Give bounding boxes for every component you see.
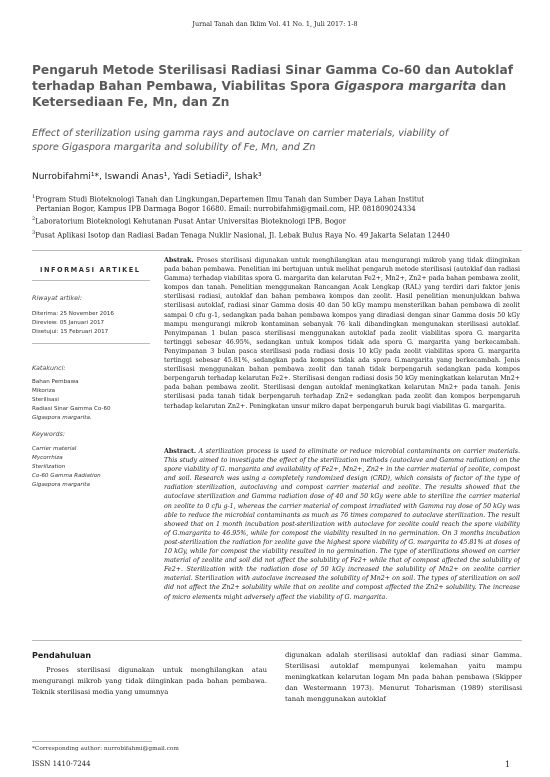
keyword-item: Sterilization — [32, 464, 66, 470]
author-list: Nurrobifahmi¹*, Iswandi Anas¹, Yadi Setiadi², Ishak³ — [32, 172, 262, 182]
keywords-list — [32, 445, 101, 490]
affil-text: Pertanian Bogor, Kampus IPB Darmaga Bogor 16680. Email: nurrobifahmi@gmail.com, HP. 081809024334 — [36, 204, 416, 213]
keyword-item: Co-60 Gamma Radiation — [32, 473, 101, 479]
affiliation-1 — [32, 193, 522, 214]
affil-text: Pusat Aplikasi Isotop dan Radiasi Badan Tenaga Nuklir Nasional, Jl. Lebak Bulus Raya No. 49 Jakarta Selatan 12440 — [35, 231, 450, 240]
affil-text: Laboratorium Bioteknologi Kehutanan Pusat Antar Universitas Bioteknologi IPB, Bogor — [35, 217, 346, 226]
subtitle-line-1: Effect of sterilization using gamma rays and autoclave on carrier materials, viability of — [32, 128, 449, 139]
keyword-item: Bahan Pembawa — [32, 379, 79, 385]
corresponding-author-note: *Corresponding author: nurrobifahmi@gmail.com — [32, 746, 179, 752]
katakunci-label: Katakunci: — [32, 364, 66, 372]
keywords-label: Keywords: — [32, 430, 65, 438]
keyword-item: Gigaspora margarita. — [32, 415, 92, 421]
abstract-label: Abstract. — [164, 448, 197, 455]
keyword-item: Mycorrhiza — [32, 455, 63, 461]
article-info-heading: INFORMASI ARTIKEL — [40, 266, 141, 274]
keyword-item: Mikoriza — [32, 388, 56, 394]
title-line-3: Ketersediaan Fe, Mn, dan Zn — [32, 95, 230, 109]
abstrak-block — [164, 256, 520, 443]
abstract-text: A sterilization process is used to eliminate or reduce microbial contaminants on carrier materials. This study aimed to investigate the effect of the sterilization methods (autoclave and Gamma radiation) on the spore viability of G. margarita and availability of Fe2+, Mn2+, Zn2+ in the carrier material of zeolite, compost and soil. Research was using a completely randomized design (CRD), which consists of factor of the type of radiation sterilization, autoclaving and compost carrier material and zeolite. The results showed that the autoclave sterilization and Gamma radiation dose of 40 and 50 kGy were able to sterilize the carrier material on zeolite to 0 cfu g-1, whereas the carrier material of compost irradiated with Gamma ray dose of 50 kGy was able to reduce the microbial contaminants as much as 76 times compared to autoclave sterilization. The result showed that on 1 month incubation post-sterilization with autoclave for zeolite could reach the spore viability of G.margarita to 46.95%, while for compost the viability resulted in no germination. On 3 months incubation post-sterilization the radiation for zeolite gave the highest spore viability of G. margarita to 45.81% at doses of 10 kGy, while for compost the viability resulted in no germination. The type of sterilizations showed on carrier material of zeolite and soil did not affect the solubility of Fe2+ while that of compost affected the solubility of Fe2+. Sterilization with the radiation dose of 50 kGy increased the solubility of Mn2+ on zeolite carrier material. Sterilization with autoclave increased the solubility of Mn2+ on soil. The types of sterilization on soil did not affect the Zn2+ solubility while that on zeolite and compost affected the Zn2+ solubility. The increase of micro elements might adversely affect the viability of G. margarita. — [164, 448, 520, 601]
affil-number: 3 — [32, 230, 36, 236]
page-number: 1 — [505, 760, 511, 769]
body-column-right: digunakan adalah sterilisasi autoklaf dan radiasi sinar Gamma. Sterilisasi autoklaf mempunyai kelemahan yaitu mampu meningkatkan kelarutan logam Mn pada bahan pembawa (Skipper dan Westermann 1973). Menurut Toharisman (1989) sterilisasi tanah menggunakan autoklaf — [285, 651, 522, 703]
issn: ISSN 1410-7244 — [32, 760, 91, 768]
divider — [32, 640, 522, 641]
history-label: Riwayat artikel: — [32, 294, 82, 302]
section-heading: Pendahuluan — [32, 651, 92, 660]
title-text: terhadap Bahan Pembawa, Viabilitas Spora — [32, 79, 335, 93]
divider — [32, 280, 150, 281]
divider — [32, 343, 150, 344]
accepted-date: Disetujui: 15 Februari 2017 — [32, 329, 109, 335]
keyword-item: Radiasi Sinar Gamma Co-60 — [32, 406, 111, 412]
title-species: Gigaspora margarita — [334, 79, 477, 93]
affil-number: 2 — [32, 216, 36, 222]
english-title — [32, 127, 522, 155]
affiliation-3 — [32, 229, 522, 241]
body-column-left: Proses sterilisasi digunakan untuk menghilangkan atau mengurangi mikrob yang tidak diinginkan pada bahan pembawa. Teknik sterilisasi media yang umumnya — [32, 666, 267, 696]
title-line-1: Pengaruh Metode Sterilisasi Radiasi Sinar Gamma Co-60 dan Autoklaf — [32, 63, 513, 77]
divider — [32, 250, 522, 251]
article-title — [32, 62, 522, 110]
keyword-item: Sterilisasi — [32, 397, 59, 403]
abstract-block — [164, 447, 520, 637]
received-date: Diterima: 25 November 2016 — [32, 311, 114, 317]
keyword-item: Carrier material — [32, 446, 77, 452]
affiliation-2 — [32, 215, 522, 227]
abstrak-label: Abstrak. — [164, 257, 194, 264]
affil-number: 1 — [32, 194, 36, 200]
journal-header: Jurnal Tanah dan Iklim Vol. 41 No. 1, Juli 2017: 1-8 — [192, 20, 358, 28]
footnote-rule — [32, 741, 152, 742]
subtitle-line-2: spore Gigaspora margarita and solubility of Fe, Mn, and Zn — [32, 142, 316, 153]
title-line-2 — [32, 78, 522, 94]
affil-text: Program Studi Bioteknologi Tanah dan Lingkungan,Departemen Ilmu Tanah dan Sumber Daya Lahan Institut — [35, 195, 425, 204]
keyword-item: Gigaspora margarita — [32, 482, 90, 488]
revised-date: Direview: 05 Januari 2017 — [32, 320, 105, 326]
abstrak-text: Proses sterilisasi digunakan untuk menghilangkan atau mengurangi mikrob yang tidak diinginkan pada bahan pembawa. Penelitian ini bertujuan untuk melihat pengaruh metode sterilisasi (autoklaf dan radiasi Gamma) terhadap viabilitas spora G. margarita dan kelarutan Fe2+, Mn2+, Zn2+ pada bahan pembawa zeolit, kompos dan tanah. Penelitian menggunakan Rancangan Acak Lengkap (RAL) yang terdiri dari faktor jenis sterilisasi radiasi, autoklaf dan bahan pembawa kompos dan zeolit. Hasil penelitian menunjukkan bahwa sterilisasi autoklaf, radiasi sinar Gamma dosis 40 dan 50 kGy mampu mensterilkan bahan pembawa di zeolit sampai 0 cfu g-1, sedangkan pada bahan pembawa kompos yang diradiasi dengan sinar Gamma dosis 50 kGy mampu mengurangi mikrob kontaminan sebanyak 76 kali dibandingkan mengunakan sterilisasi autoklaf. Penyimpanan 1 bulan pasca sterilisasi menggunakan autoklaf pada zeolit viabilitas spora G. margarita tertinggi sebesar 46.95%, sedangkan untuk kompos tidak ada spora G. margarita yang berkecambah. Penyimpanan 3 bulan pasca sterilisasi pada radiasi dosis 10 kGy pada zeolit viabilitas spora G. margarita tertinggi sebesar 45.81%, sedangkan pada kompos tidak ada spora G.margarita yang berkecambah. Jenis sterilisasi menggunakan bahan pembawa zeolit dan tanah tidak berpengaruh sedangkan pada kompos berpengaruh terhadap kelarutan Fe2+. Sterilisasi dengan radiasi dosis 50 kGy meningkatkan kelarutan Mn2+ pada bahan pembawa zeolit. Sterilisasi dengan autoklaf meningkatkan kelarutan Mn2+ pada tanah. Jenis sterilisasi pada tanah tidak berpengaruh terhadap Zn2+ sedangkan pada zeolit dan kompos berpengaruh terhadap kelarutan Zn2+. Peningkatan unsur mikro dapat berpengaruh buruk bagi viabilitas G. margarita. — [164, 257, 520, 410]
title-text: dan — [476, 79, 507, 93]
katakunci-list — [32, 378, 111, 423]
